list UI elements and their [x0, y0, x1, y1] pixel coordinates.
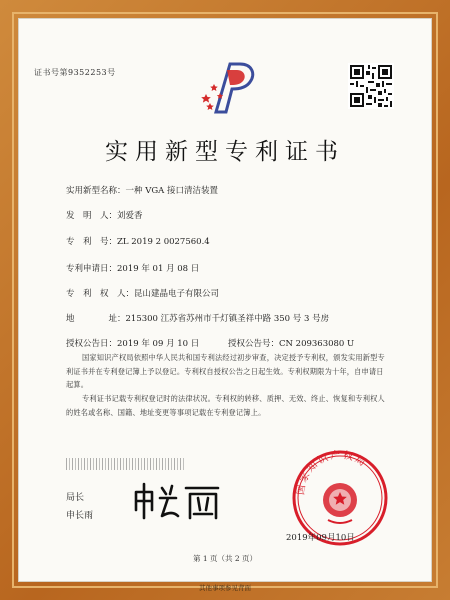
- director-signature: [132, 480, 224, 522]
- seal-date: 2019年09月10日: [286, 533, 355, 543]
- field-label: 专 利 权 人：: [66, 289, 135, 299]
- field-value: 刘爱香: [117, 211, 143, 221]
- field-label: 授权公告日：: [66, 339, 118, 349]
- statement-paragraph: 国家知识产权局依照中华人民共和国专利法经过初步审查，决定授予专利权，颁发实用新型专利证书并在专利登记簿上予以登记。专利权自授权公告之日起生效。专利权期限为十年，自申请日起算。: [66, 353, 385, 389]
- director-name: 申长雨: [66, 511, 94, 521]
- field-announcement-number: [228, 337, 354, 349]
- qr-code-icon: [348, 63, 394, 109]
- field-value: CN 209363080 U: [279, 339, 355, 349]
- footer-note: 其他事项参见背面: [199, 584, 251, 592]
- field-utility-model-name: [66, 184, 218, 196]
- director-title: 局长: [66, 493, 85, 503]
- field-label: 专 利 号：: [66, 237, 118, 247]
- page-number: 第 1 页（共 2 页）: [192, 554, 258, 563]
- field-inventor: [66, 209, 143, 221]
- field-value: 一种 VGA 接口清洁装置: [125, 186, 218, 196]
- field-label: 发 明 人：: [66, 211, 118, 221]
- field-application-date: [66, 262, 199, 274]
- certificate-number: 证书号第9352253号: [34, 68, 116, 77]
- field-label: 地 址：: [66, 314, 126, 324]
- page-title: 实用新型专利证书: [105, 139, 345, 165]
- field-label: 专利申请日：: [66, 264, 118, 274]
- field-patentee: [66, 287, 219, 299]
- field-value: 215300 江苏省苏州市千灯镇圣祥中路 350 号 3 号房: [125, 314, 330, 324]
- field-label: 授权公告号：: [228, 339, 280, 349]
- field-value: 昆山建晶电子有限公司: [134, 289, 220, 299]
- field-label: 实用新型名称：: [66, 186, 126, 196]
- field-value: 2019 年 09 月 10 日: [117, 339, 200, 349]
- seal-text: 国家知识产权局: [295, 449, 369, 496]
- field-grant-date: [66, 337, 199, 349]
- field-value: ZL 2019 2 0027560.4: [117, 237, 210, 247]
- field-patent-number: [66, 235, 210, 247]
- field-value: 2019 年 01 月 08 日: [117, 264, 200, 274]
- field-address: [66, 312, 329, 324]
- barcode-strip: [66, 458, 186, 470]
- statement-paragraph: 专利证书记载专利权登记时的法律状况。专利权的转移、质押、无效、终止、恢复和专利权人的姓名或名称、国籍、地址变更等事项记载在专利登记簿上。: [66, 394, 385, 417]
- cnipa-logo-icon: [196, 60, 258, 116]
